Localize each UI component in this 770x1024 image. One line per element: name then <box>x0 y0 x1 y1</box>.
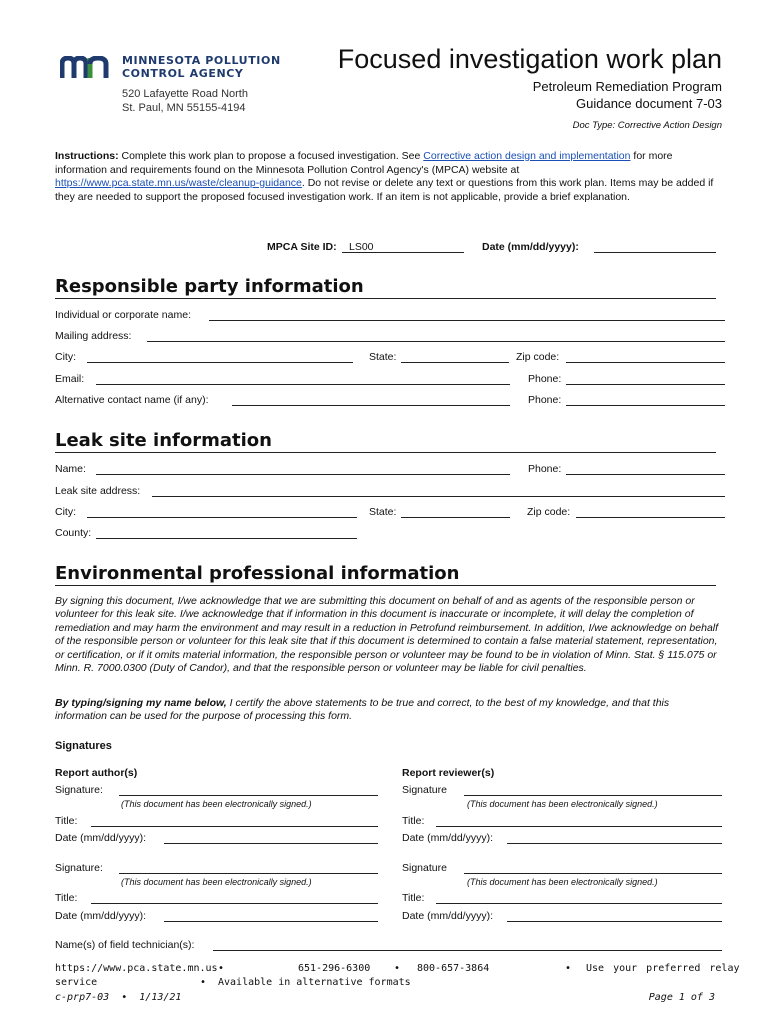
instructions-text-3: . Do not revise or delete any text or questions from this work plan. Items may be added if they are needed to support the proposed focused investigation work. If an item is not applicable, provide a brief explanation. <box>55 177 714 203</box>
corrective-action-link[interactable]: Corrective action design and implementation <box>423 150 631 162</box>
author1-date-label: Date (mm/dd/yyyy): <box>55 832 147 844</box>
reviewer2-signature-field[interactable] <box>464 873 722 874</box>
doc-type: Doc Type: Corrective Action Design <box>572 120 722 131</box>
author1-title-label: Title: <box>55 815 78 827</box>
author1-signature-field[interactable] <box>119 795 378 796</box>
reviewer1-date-field[interactable] <box>507 843 722 844</box>
author2-date-field[interactable] <box>164 921 378 922</box>
rp-city-label: City: <box>55 351 76 363</box>
leak-address-field[interactable] <box>152 496 725 497</box>
author1-title-field[interactable] <box>91 826 378 827</box>
reviewer1-signature-label: Signature <box>402 784 447 796</box>
date-label: Date (mm/dd/yyyy): <box>482 241 579 253</box>
reviewer1-title-field[interactable] <box>436 826 722 827</box>
footer-relay: Use your preferred relay <box>586 963 740 974</box>
author2-signature-label: Signature: <box>55 862 103 874</box>
program-name: Petroleum Remediation Program <box>532 79 722 94</box>
footer-phone-1: 651-296-6300 <box>298 963 371 974</box>
rp-city-field[interactable] <box>87 362 353 363</box>
document-title: Focused investigation work plan <box>337 44 722 74</box>
reviewer2-title-field[interactable] <box>436 903 722 904</box>
instructions-label: Instructions: <box>55 150 119 162</box>
leak-state-field[interactable] <box>401 517 510 518</box>
rp-state-label: State: <box>369 351 397 363</box>
alt-contact-label: Alternative contact name (if any): <box>55 394 209 406</box>
report-author-heading: Report author(s) <box>55 767 138 779</box>
responsible-party-heading: Responsible party information <box>55 276 364 297</box>
environmental-heading: Environmental professional information <box>55 563 460 584</box>
leak-phone-field[interactable] <box>566 474 725 475</box>
reviewer1-date-label: Date (mm/dd/yyyy): <box>402 832 494 844</box>
environmental-rule <box>55 585 716 586</box>
mailing-address-field[interactable] <box>147 341 725 342</box>
leak-phone-label: Phone: <box>528 463 562 475</box>
author2-title-field[interactable] <box>91 903 378 904</box>
mpca-logo <box>60 52 300 120</box>
certification-bold: By typing/signing my name below, <box>55 697 227 709</box>
certification-statement <box>55 697 723 724</box>
leak-city-label: City: <box>55 506 76 518</box>
author2-esigned-note: (This document has been electronically signed.) <box>121 877 312 887</box>
guidance-number: Guidance document 7-03 <box>576 96 722 111</box>
rp-phone-field[interactable] <box>566 384 725 385</box>
leak-name-field[interactable] <box>96 474 510 475</box>
leak-site-rule <box>55 452 716 453</box>
acknowledgment-paragraph: By signing this document, I/we acknowledge that we are submitting this document on behalf of and as agents of the responsible person or volunteer for this leak site. I/we acknowledge that if information in this document is inaccurate or incomplete, it will delay the completion of remediation and may harm the environment and may result in a reduction in Petrofund reimbursement. In addition, I/we acknowledge on behalf of the responsible person or volunteer for this leak site that if this document is determined to contain a false material statement, representation, or certification, or if it omits material information, the responsible person or volunteer may be found to be in violation of Minn. Stat. § 115.075 or Minn. R. 7000.0300 (Duty of Candor), and that the responsible person or volunteer may be liable for civil penalties. <box>55 595 719 675</box>
footer-bullet-2: • <box>394 963 401 974</box>
rp-phone-label: Phone: <box>528 373 562 385</box>
alt-phone-label: Phone: <box>528 394 562 406</box>
leak-city-field[interactable] <box>87 517 357 518</box>
individual-name-field[interactable] <box>209 320 725 321</box>
instructions-block <box>55 150 720 204</box>
footer-alt-formats: Available in alternative formats <box>218 977 411 988</box>
rp-zip-field[interactable] <box>566 362 725 363</box>
reviewer2-date-label: Date (mm/dd/yyyy): <box>402 910 494 922</box>
county-field[interactable] <box>96 538 357 539</box>
cleanup-guidance-link[interactable]: https://www.pca.state.mn.us/waste/cleanup-guidance <box>55 177 302 189</box>
reviewer1-esigned-note: (This document has been electronically signed.) <box>467 799 658 809</box>
field-technicians-label: Name(s) of field technician(s): <box>55 939 195 951</box>
author1-esigned-note: (This document has been electronically signed.) <box>121 799 312 809</box>
footer-bullet-4: • <box>200 977 207 988</box>
author2-signature-field[interactable] <box>119 873 378 874</box>
reviewer2-signature-label: Signature <box>402 862 447 874</box>
alt-phone-field[interactable] <box>566 405 725 406</box>
county-label: County: <box>55 527 92 539</box>
logo-org-line2: CONTROL AGENCY <box>122 67 244 80</box>
leak-site-heading: Leak site information <box>55 430 272 451</box>
author2-title-label: Title: <box>55 892 78 904</box>
reviewer1-title-label: Title: <box>402 815 425 827</box>
author2-date-label: Date (mm/dd/yyyy): <box>55 910 147 922</box>
leak-zip-label: Zip code: <box>527 506 571 518</box>
mpca-logo-mark-icon <box>60 56 118 80</box>
alt-contact-field[interactable] <box>232 405 510 406</box>
certification-text: I certify the above statements to be true and correct, to the best of my knowledge, and that this information can be used for the purpose of processing this form. <box>55 697 670 723</box>
footer-bullet-1: • <box>218 963 225 974</box>
rp-email-label: Email: <box>55 373 85 385</box>
signatures-heading: Signatures <box>55 740 112 752</box>
reviewer1-signature-field[interactable] <box>464 795 722 796</box>
reviewer2-date-field[interactable] <box>507 921 722 922</box>
date-field[interactable] <box>594 252 716 253</box>
field-technicians-field[interactable] <box>213 950 722 951</box>
footer-doc-id: c-prp7-03 • 1/13/21 <box>55 992 182 1003</box>
leak-state-label: State: <box>369 506 397 518</box>
instructions-text-1: Complete this work plan to propose a focused investigation. See <box>118 150 424 162</box>
footer <box>55 963 740 1008</box>
instructions-text-2: for more information and requirements found on the Minnesota Pollution Control Agency's (MPCA) website at <box>55 150 673 176</box>
rp-zip-label: Zip code: <box>516 351 560 363</box>
leak-zip-field[interactable] <box>576 517 725 518</box>
reviewer2-title-label: Title: <box>402 892 425 904</box>
logo-address-line2: St. Paul, MN 55155-4194 <box>122 102 246 114</box>
responsible-party-rule <box>55 298 716 299</box>
footer-bullet-3: • <box>565 963 572 974</box>
rp-email-field[interactable] <box>96 384 510 385</box>
author1-signature-label: Signature: <box>55 784 103 796</box>
individual-name-label: Individual or corporate name: <box>55 309 191 321</box>
logo-org-line1: MINNESOTA POLLUTION <box>122 54 281 67</box>
mailing-address-label: Mailing address: <box>55 330 132 342</box>
reviewer2-esigned-note: (This document has been electronically signed.) <box>467 877 658 887</box>
footer-page-number: Page 1 of 3 <box>648 992 715 1003</box>
site-id-label: MPCA Site ID: <box>267 241 337 253</box>
footer-url[interactable]: https://www.pca.state.mn.us <box>55 963 218 974</box>
leak-address-label: Leak site address: <box>55 485 141 497</box>
rp-state-field[interactable] <box>401 362 509 363</box>
author1-date-field[interactable] <box>164 843 378 844</box>
report-reviewer-heading: Report reviewer(s) <box>402 767 495 779</box>
footer-service: service <box>55 977 98 988</box>
site-id-value: LS00 <box>349 241 374 253</box>
leak-name-label: Name: <box>55 463 86 475</box>
logo-address-line1: 520 Lafayette Road North <box>122 88 248 100</box>
footer-phone-2: 800-657-3864 <box>417 963 490 974</box>
